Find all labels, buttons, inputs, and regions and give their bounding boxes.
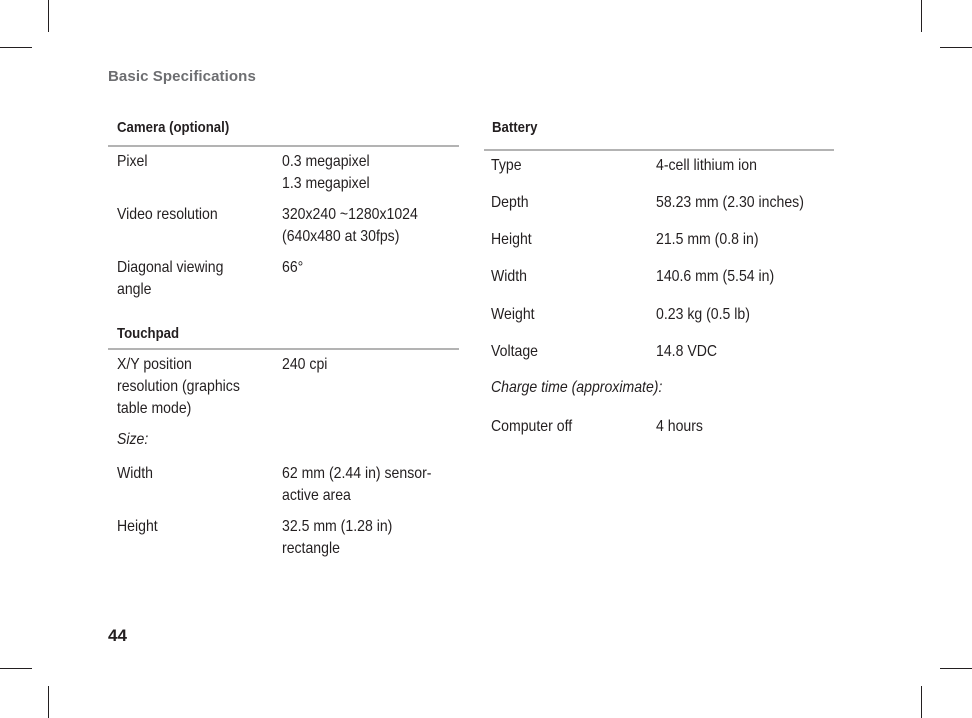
touchpad-rule (108, 348, 459, 350)
battery-type-label: Type (491, 157, 522, 174)
camera-video-value-1: 320x240 ~1280x1024 (282, 206, 418, 223)
battery-height-value: 21.5 mm (0.8 in) (656, 231, 759, 248)
touchpad-height-value-1: 32.5 mm (1.28 in) (282, 518, 393, 535)
battery-type-value: 4-cell lithium ion (656, 157, 757, 174)
crop-mark-top-right (921, 0, 922, 32)
battery-voltage-value: 14.8 VDC (656, 343, 718, 360)
battery-width-value: 140.6 mm (5.54 in) (656, 268, 775, 285)
crop-mark-bottom-right (921, 686, 922, 718)
battery-height-label: Height (491, 231, 532, 248)
battery-section-title: Battery (492, 119, 538, 136)
touchpad-size-label: Size: (117, 431, 149, 448)
crop-mark-top-left (48, 0, 49, 32)
camera-pixel-value-2: 1.3 megapixel (282, 175, 370, 192)
crop-mark-bottom-right-h (940, 668, 972, 669)
battery-depth-value: 58.23 mm (2.30 inches) (656, 194, 804, 211)
touchpad-width-label: Width (117, 465, 153, 482)
touchpad-width-value-1: 62 mm (2.44 in) sensor- (282, 465, 432, 482)
battery-weight-label: Weight (491, 306, 535, 323)
touchpad-height-value-2: rectangle (282, 540, 340, 557)
battery-rule (484, 149, 834, 151)
crop-mark-top-left-h (0, 47, 32, 48)
touchpad-xy-value: 240 cpi (282, 356, 328, 373)
battery-depth-label: Depth (491, 194, 529, 211)
battery-computer-off-label: Computer off (491, 418, 573, 435)
touchpad-xy-label-2: resolution (graphics (117, 378, 240, 395)
battery-charge-time-label: Charge time (approximate): (491, 379, 663, 396)
camera-rule (108, 145, 459, 147)
crop-mark-bottom-left (48, 686, 49, 718)
touchpad-height-label: Height (117, 518, 158, 535)
running-head: Basic Specifications (108, 68, 256, 85)
touchpad-xy-label-1: X/Y position (117, 356, 192, 373)
camera-angle-label-2: angle (117, 281, 152, 298)
crop-mark-top-right-h (940, 47, 972, 48)
page-number: 44 (108, 626, 127, 645)
camera-section-title: Camera (optional) (117, 119, 230, 136)
camera-video-label: Video resolution (117, 206, 218, 223)
battery-voltage-label: Voltage (491, 343, 538, 360)
battery-weight-value: 0.23 kg (0.5 lb) (656, 306, 750, 323)
battery-width-label: Width (491, 268, 527, 285)
touchpad-width-value-2: active area (282, 487, 351, 504)
battery-computer-off-value: 4 hours (656, 418, 703, 435)
touchpad-section-title: Touchpad (117, 325, 180, 342)
camera-pixel-label: Pixel (117, 153, 148, 170)
touchpad-xy-label-3: table mode) (117, 400, 192, 417)
camera-angle-label-1: Diagonal viewing (117, 259, 224, 276)
camera-video-value-2: (640x480 at 30fps) (282, 228, 400, 245)
crop-mark-bottom-left-h (0, 668, 32, 669)
camera-angle-value: 66° (282, 259, 304, 276)
camera-pixel-value-1: 0.3 megapixel (282, 153, 370, 170)
